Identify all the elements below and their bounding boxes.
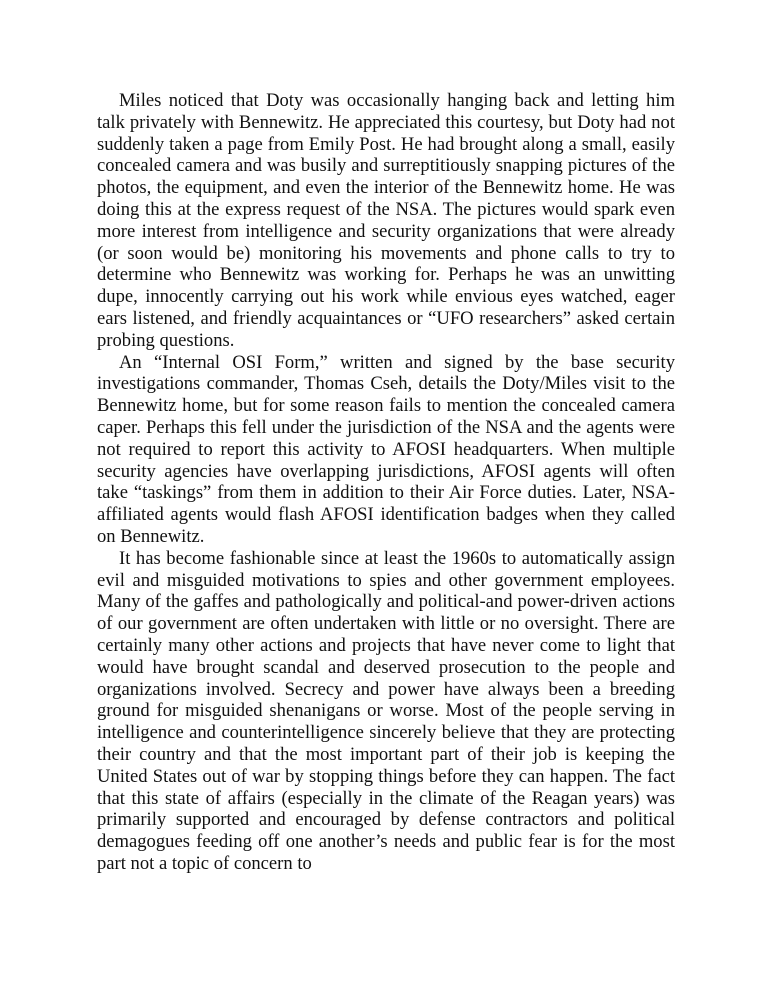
paragraph-3: It has become fashionable since at least the 1960s to automatically assign evil and misguided motivations to spies and other government employees. Many of the gaffes and pathologically and political-and power-driven actions of our government are often undertaken with little or no oversight. There are certainly many other actions and projects that have never come to light that would have brought scandal and deserved prosecution to the people and organizations involved. Secrecy and power have always been a breeding ground for misguided shenanigans or worse. Most of the people serving in intelligence and counterintelligence sincerely believe that they are protecting their country and that the most important part of their job is keeping the United States out of war by stopping things before they can happen. The fact that this state of affairs (especially in the climate of the Reagan years) was primarily supported and encouraged by defense contractors and political demagogues feeding off one another’s needs and public fear is for the most part not a topic of concern to [97,547,675,874]
paragraph-1: Miles noticed that Doty was occasionally hanging back and letting him talk privately with Bennewitz. He appreciated this courtesy, but Doty had not suddenly taken a page from Emily Post. He had brought along a small, easily concealed camera and was busily and surreptitiously snapping pictures of the photos, the equipment, and even the interior of the Bennewitz home. He was doing this at the express request of the NSA. The pictures would spark even more interest from intelligence and security organizations that were already (or soon would be) monitoring his movements and phone calls to try to determine who Bennewitz was working for. Perhaps he was an unwitting dupe, innocently carrying out his work while envious eyes watched, eager ears listened, and friendly acquaintances or “UFO researchers” asked certain probing questions. [97,90,675,351]
paragraph-2: An “Internal OSI Form,” written and signed by the base security investigations commander, Thomas Cseh, details the Doty/Miles visit to the Bennewitz home, but for some reason fails to mention the concealed camera caper. Perhaps this fell under the jurisdiction of the NSA and the agents were not required to report this activity to AFOSI headquarters. When multiple security agencies have overlapping jurisdictions, AFOSI agents will often take “taskings” from them in addition to their Air Force duties. Later, NSA-affiliated agents would flash AFOSI identification badges when they called on Bennewitz. [97,351,675,547]
body-text [97,90,675,875]
